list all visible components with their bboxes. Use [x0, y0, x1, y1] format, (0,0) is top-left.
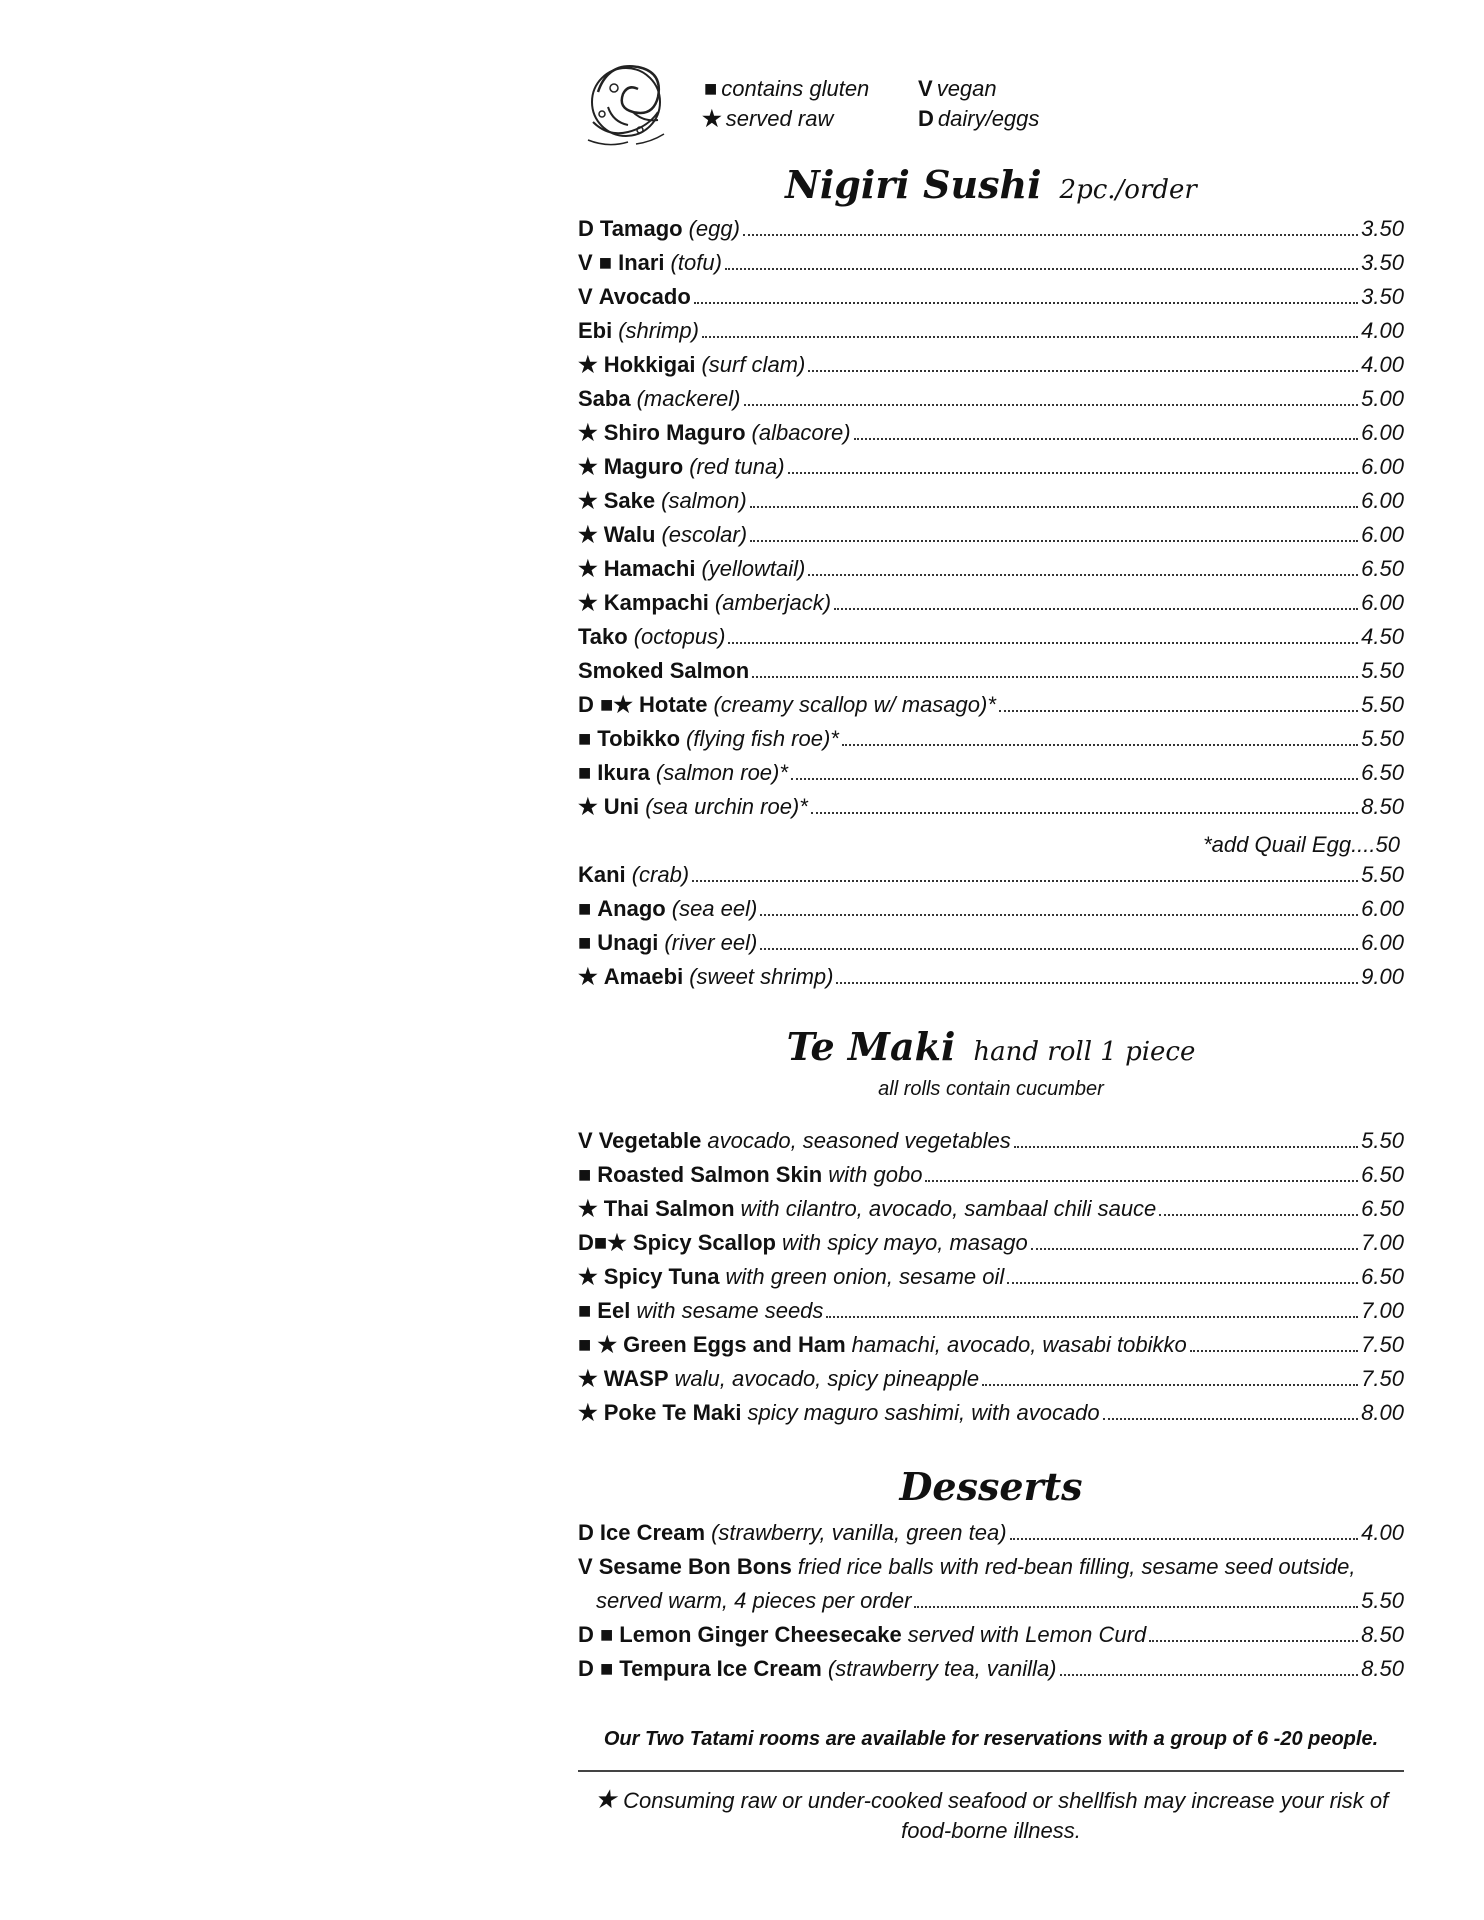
menu-item: ★ Sake (salmon) 6.00: [578, 488, 1404, 513]
menu-item: ■ Tobikko (flying fish roe)* 5.50: [578, 726, 1404, 751]
menu-item: V ■ Inari (tofu) 3.50: [578, 250, 1404, 275]
menu-item: ★ Maguro (red tuna) 6.00: [578, 454, 1404, 479]
menu-page: [578, 0, 1404, 1920]
menu-item: ★ Walu (escolar) 6.00: [578, 522, 1404, 547]
menu-item: ★ Amaebi (sweet shrimp) 9.00: [578, 964, 1404, 989]
temaki-title: Te Maki hand roll 1 piece: [786, 1024, 1196, 1069]
menu-item: D ■ Lemon Ginger Cheesecake served with Lemon Curd 8.50: [578, 1622, 1404, 1647]
menu-item: ★ Kampachi (amberjack) 6.00: [578, 590, 1404, 615]
octopus-crest-icon: [578, 52, 678, 156]
menu-item: V Sesame Bon Bons fried rice balls with red-bean filling, sesame seed outside,: [578, 1554, 1356, 1579]
menu-item: ■ Ikura (salmon roe)* 6.50: [578, 760, 1404, 785]
menu-item: V Avocado 3.50: [578, 284, 1404, 309]
menu-item: Tako (octopus) 4.50: [578, 624, 1404, 649]
raw-warning: ★ Consuming raw or under-cooked seafood or shellfish may increase your risk of food-borne illness.: [593, 1784, 1389, 1843]
menu-item: Kani (crab) 5.50: [578, 862, 1404, 887]
legend-raw: ★ served raw: [702, 106, 834, 131]
menu-item: D Tamago (egg) 3.50: [578, 216, 1404, 241]
menu-item: Ebi (shrimp) 4.00: [578, 318, 1404, 343]
temaki-list: [578, 1128, 1404, 1434]
menu-item: D■★ Spicy Scallop with spicy mayo, masago 7.00: [578, 1230, 1404, 1255]
tatami-note: Our Two Tatami rooms are available for reservations with a group of 6 -20 people.: [603, 1728, 1379, 1750]
gluten-square-icon: ■: [704, 76, 718, 101]
desserts-list: [578, 1520, 1404, 1690]
menu-item: ■ ★ Green Eggs and Ham hamachi, avocado, wasabi tobikko 7.50: [578, 1332, 1404, 1357]
menu-item: ★ WASP walu, avocado, spicy pineapple 7.50: [578, 1366, 1404, 1391]
menu-item: ■ Eel with sesame seeds 7.00: [578, 1298, 1404, 1323]
nigiri-list: [578, 216, 1404, 998]
menu-item: D Ice Cream (strawberry, vanilla, green tea) 4.00: [578, 1520, 1404, 1545]
legend-gluten: ■ contains gluten: [704, 76, 870, 101]
menu-item: V Vegetable avocado, seasoned vegetables 5.50: [578, 1128, 1404, 1153]
legend-vegan: V vegan: [918, 76, 997, 101]
nigiri-title: Nigiri Sushi 2pc./order: [785, 162, 1197, 207]
menu-item: D ■ Tempura Ice Cream (strawberry tea, vanilla) 8.50: [578, 1656, 1404, 1681]
menu-item: ★ Spicy Tuna with green onion, sesame oil 6.50: [578, 1264, 1404, 1289]
menu-item: ★ Thai Salmon with cilantro, avocado, sambaal chili sauce 6.50: [578, 1196, 1404, 1221]
star-icon: ★: [593, 1784, 618, 1814]
menu-item: ■ Anago (sea eel) 6.00: [578, 896, 1404, 921]
desserts-title: Desserts: [899, 1464, 1083, 1509]
menu-item: ★ Uni (sea urchin roe)* 8.50: [578, 794, 1404, 819]
menu-item: ★ Hamachi (yellowtail) 6.50: [578, 556, 1404, 581]
menu-item: ★ Hokkigai (surf clam) 4.00: [578, 352, 1404, 377]
menu-item: ■ Unagi (river eel) 6.00: [578, 930, 1404, 955]
star-icon: ★: [702, 106, 722, 131]
divider: [578, 1770, 1404, 1772]
menu-item-continued: served warm, 4 pieces per order 5.50: [596, 1588, 1404, 1613]
menu-item: ■ Roasted Salmon Skin with gobo 6.50: [578, 1162, 1404, 1187]
menu-item: ★ Poke Te Maki spicy maguro sashimi, with avocado 8.00: [578, 1400, 1404, 1425]
menu-item: Smoked Salmon 5.50: [578, 658, 1404, 683]
menu-item: D ■★ Hotate (creamy scallop w/ masago)* 5.50: [578, 692, 1404, 717]
menu-item: Saba (mackerel) 5.00: [578, 386, 1404, 411]
temaki-note: all rolls contain cucumber: [878, 1078, 1104, 1100]
menu-item: ★ Shiro Maguro (albacore) 6.00: [578, 420, 1404, 445]
quail-egg-note: *add Quail Egg....50: [1203, 832, 1400, 857]
legend: [578, 52, 1404, 162]
legend-dairy: D dairy/eggs: [918, 106, 1040, 131]
